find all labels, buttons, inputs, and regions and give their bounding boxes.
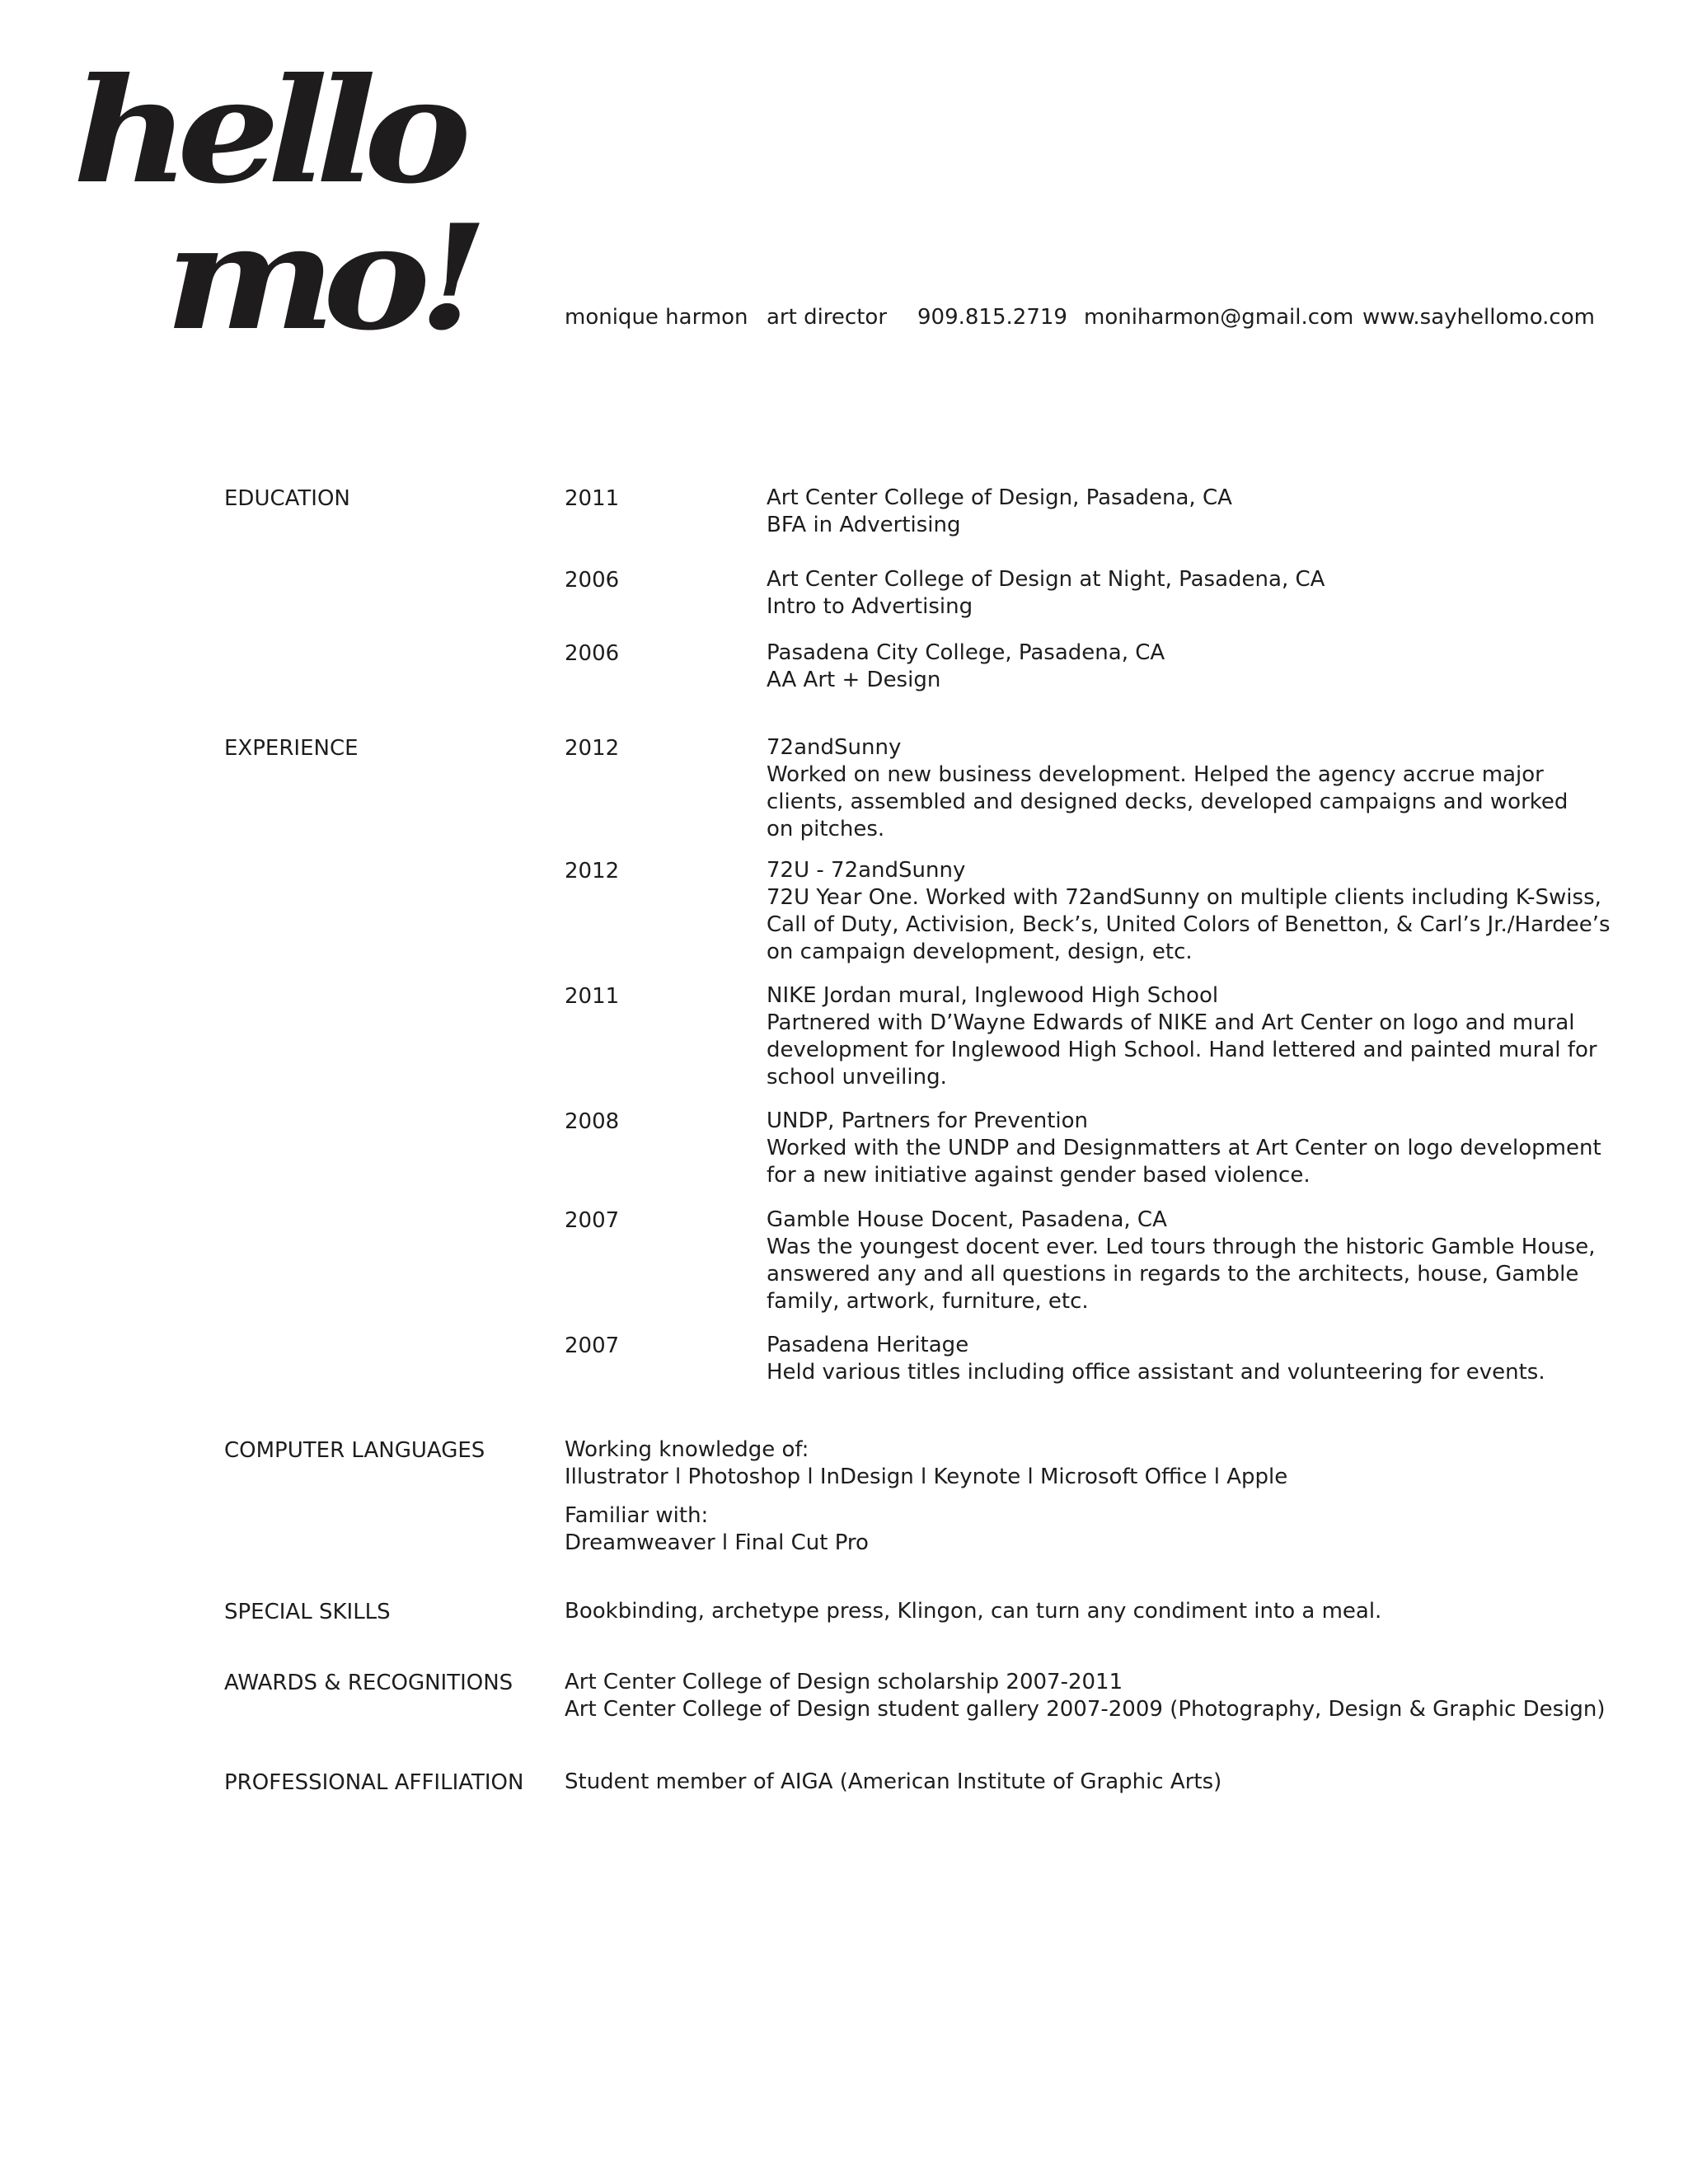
experience-year: 2012 [565,736,620,761]
skills-line: Bookbinding, archetype press, Klingon, can turn any condiment into a meal. [565,1599,1382,1624]
contact-email[interactable]: moniharmon@gmail.com [1084,305,1354,330]
experience-entry [767,1108,1601,1189]
affiliation-text [565,1769,1636,1796]
entry-title: Pasadena Heritage [767,1333,969,1357]
entry-line: family, artwork, furniture, etc. [767,1289,1089,1314]
section-experience-label: EXPERIENCE [224,736,359,761]
education-year: 2006 [565,568,620,593]
entry-line: answered any and all questions in regards to the architects, house, Gamble [767,1262,1579,1286]
education-entry [767,566,1591,621]
section-special-skills-label: SPECIAL SKILLS [224,1600,391,1624]
experience-year: 2007 [565,1333,620,1358]
experience-entry [767,982,1597,1091]
experience-year: 2007 [565,1208,620,1233]
entry-title: NIKE Jordan mural, Inglewood High School [767,983,1219,1008]
experience-entry [767,1332,1591,1386]
logo-mo: mo! [165,194,476,363]
group-line: Dreamweaver l Final Cut Pro [565,1530,869,1555]
education-year: 2011 [565,486,620,511]
entry-title: 72andSunny [767,735,902,760]
logo-hello: hello [73,47,459,216]
entry-line: on pitches. [767,817,885,841]
entry-line: development for Inglewood High School. Hand lettered and painted mural for [767,1038,1597,1062]
group-heading: Familiar with: [565,1503,709,1528]
entry-line: 72U Year One. Worked with 72andSunny on multiple clients including K-Swiss, [767,885,1601,910]
experience-year: 2008 [565,1109,620,1134]
section-computer-languages-label: COMPUTER LANGUAGES [224,1438,485,1463]
entry-line: Held various titles including office assistant and volunteering for events. [767,1360,1545,1385]
entry-line: Intro to Advertising [767,594,973,619]
experience-entry [767,857,1611,966]
experience-entry [767,734,1591,843]
entry-line: Call of Duty, Activision, Beck’s, United Colors of Benetton, & Carl’s Jr./Hardee’s [767,912,1611,937]
award-line: Art Center College of Design scholarship 2007-2011 [565,1670,1123,1694]
education-year: 2006 [565,641,620,666]
entry-line: clients, assembled and designed decks, developed campaigns and worked [767,790,1568,814]
computer-languages-group [565,1502,1636,1557]
entry-title: 72U - 72andSunny [767,858,966,883]
entry-line: Art Center College of Design at Night, Pasadena, CA [767,567,1325,592]
entry-line: for a new initiative against gender based violence. [767,1163,1311,1188]
contact-website[interactable]: www.sayhellomo.com [1362,305,1595,330]
award-line: Art Center College of Design student gallery 2007-2009 (Photography, Design & Graphic Design) [565,1697,1606,1722]
education-entry [767,485,1591,539]
entry-line: Was the youngest docent ever. Led tours through the historic Gamble House, [767,1235,1596,1259]
contact-name: monique harmon [565,305,748,330]
group-heading: Working knowledge of: [565,1437,809,1462]
entry-title: UNDP, Partners for Prevention [767,1108,1089,1133]
entry-title: Gamble House Docent, Pasadena, CA [767,1207,1167,1232]
entry-line: Art Center College of Design, Pasadena, CA [767,485,1232,510]
entry-line: Worked with the UNDP and Designmatters at Art Center on logo development [767,1136,1601,1160]
education-entry [767,640,1591,694]
special-skills-text [565,1598,1636,1625]
entry-line: BFA in Advertising [767,513,961,537]
entry-line: AA Art + Design [767,668,941,692]
experience-entry [767,1207,1596,1315]
awards-list [565,1669,1636,1723]
entry-line: Worked on new business development. Helped the agency accrue major [767,762,1544,787]
experience-year: 2012 [565,859,620,883]
section-education-label: EDUCATION [224,486,350,511]
entry-line: on campaign development, design, etc. [767,940,1193,964]
experience-year: 2011 [565,984,620,1009]
section-affiliation-label: PROFESSIONAL AFFILIATION [224,1770,524,1795]
contact-title: art director [767,305,888,330]
entry-line: school unveiling. [767,1065,947,1090]
section-awards-label: AWARDS & RECOGNITIONS [224,1671,513,1695]
entry-line: Pasadena City College, Pasadena, CA [767,640,1165,665]
computer-languages-group [565,1436,1636,1491]
group-line: Illustrator l Photoshop l InDesign l Keynote l Microsoft Office l Apple [565,1465,1288,1489]
contact-phone: 909.815.2719 [917,305,1067,330]
entry-line: Partnered with D’Wayne Edwards of NIKE and Art Center on logo and mural [767,1010,1575,1035]
affiliation-line: Student member of AIGA (American Institute of Graphic Arts) [565,1769,1222,1794]
